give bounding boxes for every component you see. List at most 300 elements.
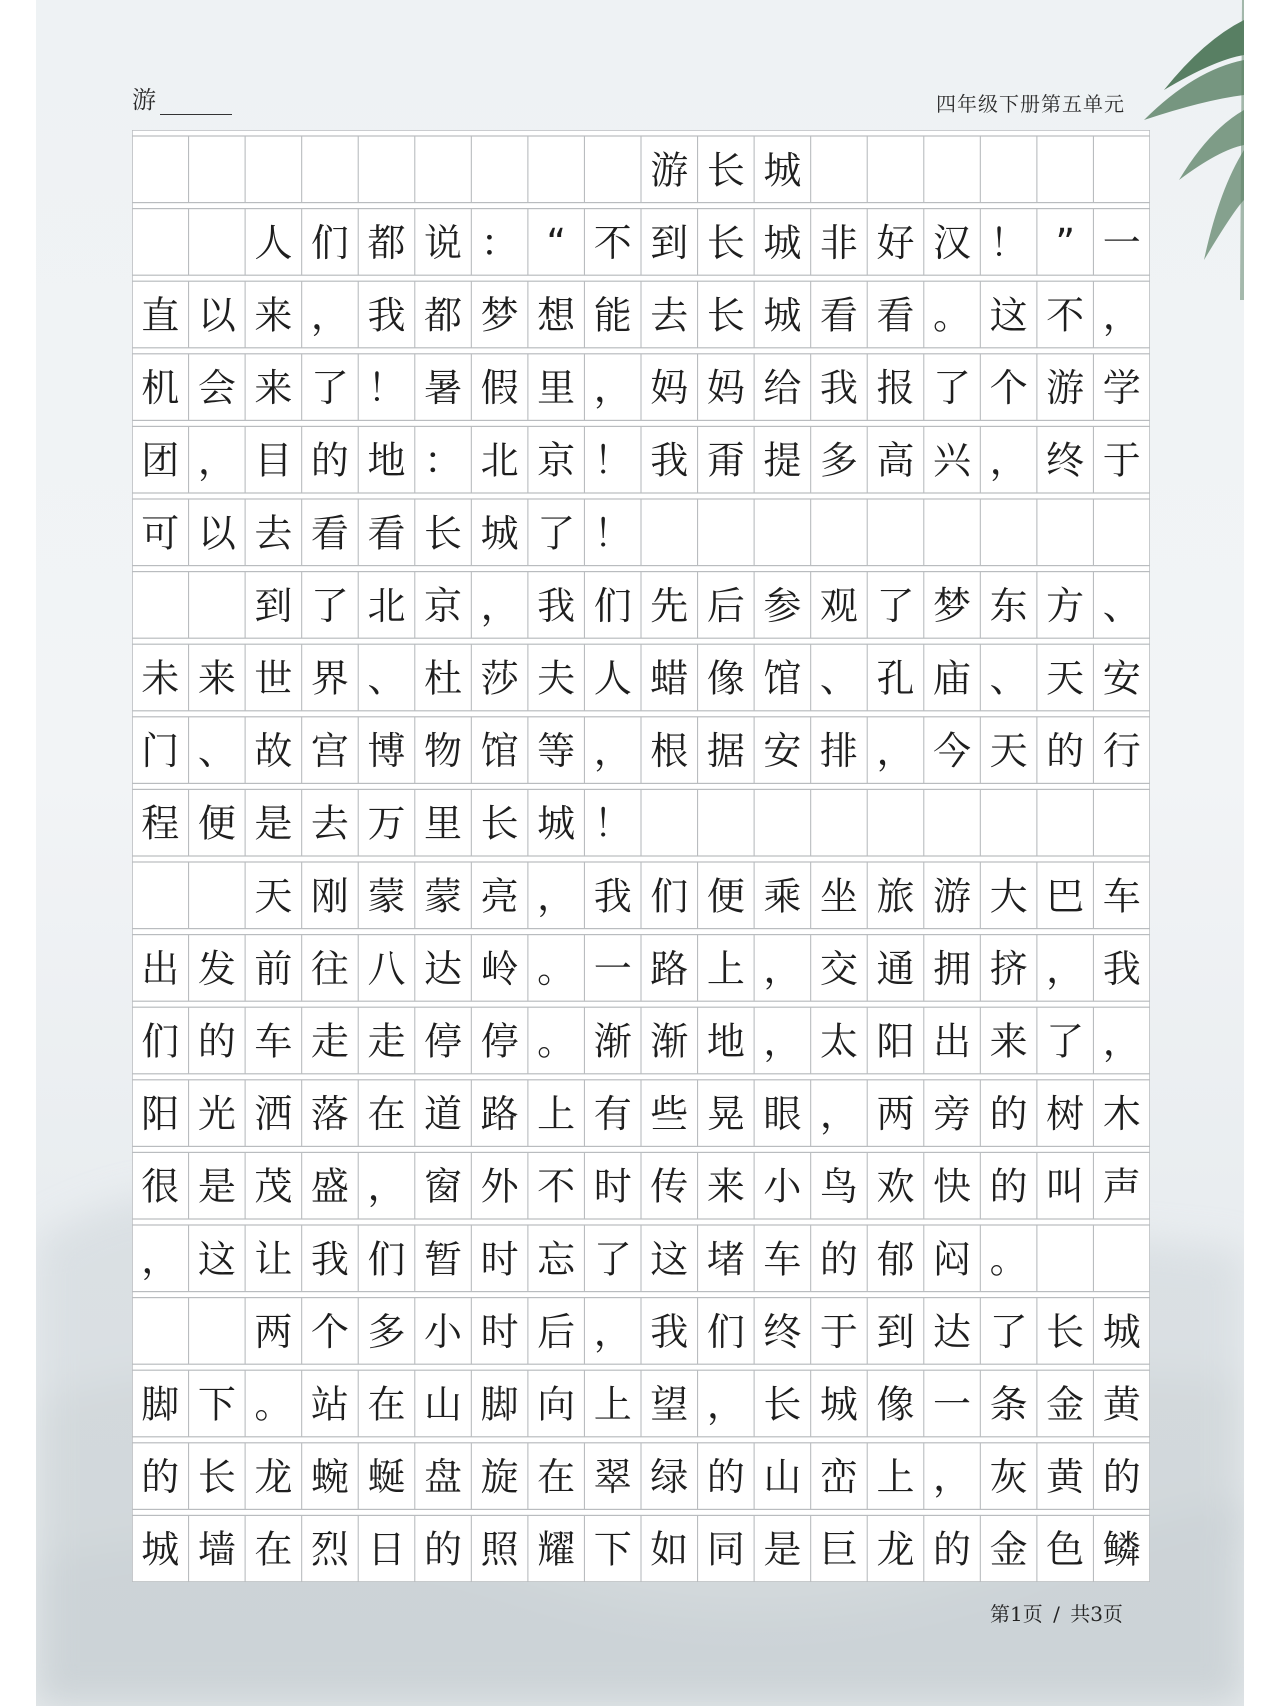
grid-character: 窗 <box>424 1164 463 1209</box>
grid-character: ， <box>1102 293 1141 338</box>
grid-character: 往 <box>310 946 349 991</box>
grid-character: 茂 <box>254 1164 293 1209</box>
grid-character: 像 <box>706 656 745 701</box>
grid-character: 长 <box>706 293 745 338</box>
grid-character: 个 <box>989 366 1028 411</box>
grid-character: ， <box>310 293 349 338</box>
grid-character: 些 <box>650 1092 689 1137</box>
grid-character: 车 <box>1102 874 1141 919</box>
grid-character: 外 <box>480 1164 519 1209</box>
grid-character: 根 <box>650 729 689 774</box>
grid-character: 我 <box>650 1309 689 1354</box>
grid-character: 天 <box>254 874 293 919</box>
grid-character: 坐 <box>819 874 858 919</box>
grid-character: 城 <box>1102 1309 1141 1354</box>
grid-character: 来 <box>706 1164 745 1209</box>
grid-character: 阳 <box>141 1092 180 1137</box>
grid-character: 馆 <box>480 729 519 774</box>
grid-character: 盛 <box>310 1164 349 1209</box>
grid-character: 鳞 <box>1102 1527 1141 1572</box>
grid-character: 终 <box>763 1309 802 1354</box>
grid-character: 给 <box>763 366 802 411</box>
grid-character: 脚 <box>141 1382 180 1427</box>
grid-character: 汉 <box>933 220 972 265</box>
grid-character: 望 <box>650 1382 689 1427</box>
grid-character: 下 <box>593 1527 632 1572</box>
grid-character: 团 <box>141 438 180 483</box>
grid-character: 是 <box>254 801 293 846</box>
grid-character: ， <box>706 1382 745 1427</box>
grid-character: 蜒 <box>367 1455 406 1500</box>
grid-character: 路 <box>480 1092 519 1137</box>
grid-character: 。 <box>254 1382 293 1427</box>
grid-character: ， <box>933 1455 972 1500</box>
grid-character: ， <box>876 729 915 774</box>
grid-character: 到 <box>876 1309 915 1354</box>
grid-character: 非 <box>819 220 858 265</box>
grid-character: 先 <box>650 583 689 628</box>
grid-character: 在 <box>367 1092 406 1137</box>
grid-character: 渐 <box>593 1019 632 1064</box>
grid-character: 地 <box>367 438 406 483</box>
grid-character: 宫 <box>310 729 349 774</box>
grid-character: 看 <box>819 293 858 338</box>
grid-character: 山 <box>763 1455 802 1500</box>
grid-character: 高 <box>876 438 915 483</box>
grid-character: 的 <box>1046 729 1085 774</box>
grid-character: 刚 <box>310 874 349 919</box>
grid-character: 同 <box>706 1527 745 1572</box>
grid-character: ， <box>989 438 1028 483</box>
grid-character: ， <box>593 729 632 774</box>
grid-character: 故 <box>254 729 293 774</box>
grid-character: 这 <box>989 293 1028 338</box>
grid-character: 小 <box>424 1309 463 1354</box>
grid-character: 达 <box>424 946 463 991</box>
grid-character: 会 <box>197 366 236 411</box>
grid-character: 如 <box>650 1527 689 1572</box>
grid-character: 忘 <box>537 1237 576 1282</box>
grid-character: 说 <box>424 220 463 265</box>
grid-character: 游 <box>1046 366 1085 411</box>
grid-character: 。 <box>933 293 972 338</box>
grid-character: 一 <box>1102 220 1141 265</box>
grid-character: 大 <box>989 874 1028 919</box>
grid-character: 。 <box>537 1019 576 1064</box>
grid-character: 目 <box>254 438 293 483</box>
grid-character: 们 <box>593 583 632 628</box>
grid-character: 学 <box>1102 366 1141 411</box>
grid-character: 盘 <box>424 1455 463 1500</box>
grid-character: 城 <box>763 220 802 265</box>
grid-character: 能 <box>593 293 632 338</box>
grid-character: 声 <box>1102 1164 1141 1209</box>
grid-character: 不 <box>593 220 632 265</box>
grid-character: 来 <box>197 656 236 701</box>
grid-character: 程 <box>141 801 180 846</box>
grid-character: ， <box>763 1019 802 1064</box>
grid-character: 灰 <box>989 1455 1028 1500</box>
grid-character: 车 <box>254 1019 293 1064</box>
grid-character: 我 <box>650 438 689 483</box>
grid-character: 长 <box>424 511 463 556</box>
grid-character: 旁 <box>933 1092 972 1137</box>
grid-character: 了 <box>933 366 972 411</box>
grid-character: ， <box>1102 1019 1141 1064</box>
grid-character: 岭 <box>480 946 519 991</box>
grid-character: 八 <box>367 946 406 991</box>
grid-character: 下 <box>197 1382 236 1427</box>
grid-character: 木 <box>1102 1092 1141 1137</box>
grid-character: 路 <box>650 946 689 991</box>
grid-character: 在 <box>367 1382 406 1427</box>
grid-character: 叫 <box>1046 1164 1085 1209</box>
grid-character: 们 <box>706 1309 745 1354</box>
grid-character: 想 <box>537 293 576 338</box>
grid-character: ， <box>537 874 576 919</box>
grid-character: 排 <box>819 729 858 774</box>
grid-character: 们 <box>650 874 689 919</box>
grid-character: 这 <box>197 1237 236 1282</box>
grid-character: 蜿 <box>310 1455 349 1500</box>
grid-character: 我 <box>593 874 632 919</box>
grid-character: 于 <box>1102 438 1141 483</box>
grid-character: 长 <box>197 1455 236 1500</box>
grid-character: 了 <box>1046 1019 1085 1064</box>
grid-character: 的 <box>1102 1455 1141 1500</box>
grid-character: 们 <box>367 1237 406 1282</box>
grid-character: 长 <box>1046 1309 1085 1354</box>
grid-character: 是 <box>197 1164 236 1209</box>
grid-character: 蒙 <box>367 874 406 919</box>
grid-character: ， <box>197 438 236 483</box>
grid-character: 向 <box>537 1382 576 1427</box>
grid-character: 到 <box>650 220 689 265</box>
grid-character: 便 <box>706 874 745 919</box>
grid-character: 这 <box>650 1237 689 1282</box>
grid-character: 了 <box>989 1309 1028 1354</box>
grid-character: 翠 <box>593 1455 632 1500</box>
grid-character: 兴 <box>933 438 972 483</box>
grid-character: 城 <box>480 511 519 556</box>
grid-character: 们 <box>141 1019 180 1064</box>
grid-character: 天 <box>989 729 1028 774</box>
grid-character: 条 <box>989 1382 1028 1427</box>
grid-character: 金 <box>989 1527 1028 1572</box>
grid-character: 馆 <box>763 656 802 701</box>
grid-character: 的 <box>197 1019 236 1064</box>
grid-character: 方 <box>1046 583 1085 628</box>
grid-character: 便 <box>197 801 236 846</box>
grid-character: 、 <box>367 656 406 701</box>
grid-character: 我 <box>367 293 406 338</box>
name-blank-line <box>160 92 232 115</box>
grid-character: 终 <box>1046 438 1085 483</box>
grid-character: 安 <box>1102 656 1141 701</box>
grid-character: 了 <box>310 583 349 628</box>
grid-character: 很 <box>141 1164 180 1209</box>
grid-character: 都 <box>367 220 406 265</box>
grid-character: 黄 <box>1046 1455 1085 1500</box>
grid-character: 是 <box>763 1527 802 1572</box>
grid-character: 上 <box>706 946 745 991</box>
grid-character: 光 <box>197 1092 236 1137</box>
grid-character: 鸟 <box>819 1164 858 1209</box>
grid-character: 我 <box>310 1237 349 1282</box>
grid-character: 看 <box>310 511 349 556</box>
grid-character: ！ <box>593 801 632 846</box>
grid-character: 庙 <box>933 656 972 701</box>
grid-character: 于 <box>819 1309 858 1354</box>
grid-character: 以 <box>197 293 236 338</box>
grid-character: 亮 <box>480 874 519 919</box>
grid-character: 一 <box>933 1382 972 1427</box>
grid-character: 旋 <box>480 1455 519 1500</box>
grid-character: 通 <box>876 946 915 991</box>
grid-character: ， <box>593 366 632 411</box>
grid-character: 的 <box>141 1455 180 1500</box>
grid-character: 长 <box>706 220 745 265</box>
grid-character: 传 <box>650 1164 689 1209</box>
grid-character: 观 <box>819 583 858 628</box>
grid-character: 的 <box>989 1164 1028 1209</box>
grid-character: 不 <box>1046 293 1085 338</box>
grid-character: 长 <box>763 1382 802 1427</box>
grid-character: 蜡 <box>650 656 689 701</box>
grid-character: 阳 <box>876 1019 915 1064</box>
grid-character: ， <box>593 1309 632 1354</box>
grid-character: 日 <box>367 1527 406 1572</box>
grid-character: 后 <box>706 583 745 628</box>
grid-character: ， <box>367 1164 406 1209</box>
grid-character: ： <box>424 438 463 483</box>
grid-character: 莎 <box>480 656 519 701</box>
grid-character: 、 <box>1102 583 1141 628</box>
grid-character: 眼 <box>763 1092 802 1137</box>
grid-character: 参 <box>763 583 802 628</box>
grid-character: 长 <box>480 801 519 846</box>
grid-character: 去 <box>254 511 293 556</box>
grid-character: 的 <box>819 1237 858 1282</box>
grid-character: 蒙 <box>424 874 463 919</box>
grid-character: 色 <box>1046 1527 1085 1572</box>
grid-character: 前 <box>254 946 293 991</box>
grid-character: 游 <box>933 874 972 919</box>
grid-character: 达 <box>933 1309 972 1354</box>
grid-character: 了 <box>310 366 349 411</box>
grid-character: 墙 <box>197 1527 236 1572</box>
grid-character: 门 <box>141 729 180 774</box>
grid-character: 的 <box>424 1527 463 1572</box>
grid-character: 长 <box>706 148 745 193</box>
grid-character: 发 <box>197 946 236 991</box>
grid-character: 直 <box>141 293 180 338</box>
grid-character: 个 <box>310 1309 349 1354</box>
grid-character: 后 <box>537 1309 576 1354</box>
grid-character: 。 <box>989 1237 1028 1282</box>
grid-character: 洒 <box>254 1092 293 1137</box>
grid-character: ： <box>480 220 519 265</box>
grid-character: 人 <box>593 656 632 701</box>
grid-character: 耀 <box>537 1527 576 1572</box>
grid-character: 乘 <box>763 874 802 919</box>
grid-character: 堵 <box>706 1237 745 1282</box>
grid-character: 出 <box>141 946 180 991</box>
grid-character: 峦 <box>819 1455 858 1500</box>
grid-character: 天 <box>1046 656 1085 701</box>
grid-character: 巴 <box>1046 874 1085 919</box>
grid-character: 暂 <box>424 1237 463 1282</box>
grid-character: 看 <box>876 293 915 338</box>
grid-character: 走 <box>367 1019 406 1064</box>
page-footer <box>990 1598 1127 1627</box>
grid-character: 在 <box>537 1455 576 1500</box>
grid-character: 绿 <box>650 1455 689 1500</box>
grid-character: 据 <box>706 729 745 774</box>
grid-character: 机 <box>141 366 180 411</box>
grid-character: 出 <box>933 1019 972 1064</box>
grid-character: ！ <box>367 366 406 411</box>
grid-character: 夫 <box>537 656 576 701</box>
grid-character: 、 <box>819 656 858 701</box>
grid-character: 黄 <box>1102 1382 1141 1427</box>
grid-character: 来 <box>989 1019 1028 1064</box>
grid-character: 城 <box>141 1527 180 1572</box>
header-left-text: 游 <box>132 86 156 114</box>
grid-character: 落 <box>310 1092 349 1137</box>
page-total: 共3页 <box>1070 1602 1123 1626</box>
grid-character: 、 <box>989 656 1028 701</box>
grid-character: 在 <box>254 1527 293 1572</box>
grid-character: 万 <box>367 801 406 846</box>
grid-character: 了 <box>593 1237 632 1282</box>
grid-character: 时 <box>480 1237 519 1282</box>
grid-character: 梦 <box>933 583 972 628</box>
grid-character: 东 <box>989 583 1028 628</box>
grid-character: 我 <box>1102 946 1141 991</box>
grid-character: 两 <box>876 1092 915 1137</box>
grid-character: 道 <box>424 1092 463 1137</box>
grid-character: 孔 <box>876 656 915 701</box>
grid-character: 太 <box>819 1019 858 1064</box>
grid-character: 今 <box>933 729 972 774</box>
grid-character: 不 <box>537 1164 576 1209</box>
writing-grid <box>132 130 1150 1582</box>
grid-character: 京 <box>537 438 576 483</box>
grid-character: 城 <box>537 801 576 846</box>
grid-character: 妈 <box>650 366 689 411</box>
grid-character: 多 <box>819 438 858 483</box>
grid-character: 让 <box>254 1237 293 1282</box>
grid-character: ！ <box>593 438 632 483</box>
grid-character: 郁 <box>876 1237 915 1282</box>
grid-character: 渐 <box>650 1019 689 1064</box>
grid-character: 晃 <box>706 1092 745 1137</box>
grid-character: 闷 <box>933 1237 972 1282</box>
grid-character: 假 <box>480 366 519 411</box>
grid-character: “ <box>546 220 567 265</box>
grid-character: 走 <box>310 1019 349 1064</box>
grid-character: 挤 <box>989 946 1028 991</box>
grid-character: 时 <box>480 1309 519 1354</box>
grid-character: 去 <box>310 801 349 846</box>
grid-character: 京 <box>424 583 463 628</box>
grid-character: ！ <box>989 220 1028 265</box>
grid-character: 巨 <box>819 1527 858 1572</box>
grid-character: 以 <box>197 511 236 556</box>
grid-character: 杜 <box>424 656 463 701</box>
grid-character: 车 <box>763 1237 802 1282</box>
grid-character: 行 <box>1102 729 1141 774</box>
grid-character: 、 <box>197 729 236 774</box>
grid-character: 烈 <box>310 1527 349 1572</box>
grid-character: 可 <box>141 511 180 556</box>
grid-character: 龙 <box>254 1455 293 1500</box>
grid-character: 城 <box>763 293 802 338</box>
page-number: 第1页 <box>990 1602 1043 1626</box>
grid-character: ” <box>1055 220 1076 265</box>
grid-character: 暑 <box>424 366 463 411</box>
grid-character: 照 <box>480 1527 519 1572</box>
grid-character: 站 <box>310 1382 349 1427</box>
grid-character: 了 <box>876 583 915 628</box>
grid-character: 城 <box>763 148 802 193</box>
grid-character: 我 <box>537 583 576 628</box>
grid-character: 未 <box>141 656 180 701</box>
grid-character: ！ <box>593 511 632 556</box>
grid-character: 上 <box>876 1455 915 1500</box>
grid-character: 上 <box>593 1382 632 1427</box>
grid-character: 上 <box>537 1092 576 1137</box>
grid-character: 到 <box>254 583 293 628</box>
grid-character: 时 <box>593 1164 632 1209</box>
grid-character: ， <box>763 946 802 991</box>
grid-character: 一 <box>593 946 632 991</box>
grid-character: 博 <box>367 729 406 774</box>
grid-character: 交 <box>819 946 858 991</box>
grid-character: ， <box>480 583 519 628</box>
grid-character: 树 <box>1046 1092 1085 1137</box>
grid-character: 的 <box>310 438 349 483</box>
grid-character: 好 <box>876 220 915 265</box>
grid-character: ， <box>1046 946 1085 991</box>
grid-character: 报 <box>876 366 915 411</box>
grid-character: 看 <box>367 511 406 556</box>
page-separator: / <box>1053 1602 1060 1626</box>
unit-label: 四年级下册第五单元 <box>936 92 1125 116</box>
grid-character: 的 <box>933 1527 972 1572</box>
grid-character: 了 <box>537 511 576 556</box>
grid-character: 来 <box>254 293 293 338</box>
grid-character: ， <box>819 1092 858 1137</box>
grid-character: 游 <box>650 148 689 193</box>
grid-character: 北 <box>367 583 406 628</box>
grid-character: 去 <box>650 293 689 338</box>
grid-character: 龙 <box>876 1527 915 1572</box>
grid-character: 地 <box>706 1019 745 1064</box>
grid-character: 城 <box>819 1382 858 1427</box>
grid-character: 人 <box>254 220 293 265</box>
grid-character: 等 <box>537 729 576 774</box>
grid-character: 。 <box>537 946 576 991</box>
grid-character: 山 <box>424 1382 463 1427</box>
grid-character: 来 <box>254 366 293 411</box>
grid-character: 多 <box>367 1309 406 1354</box>
grid-character: 两 <box>254 1309 293 1354</box>
grid-character: 提 <box>763 438 802 483</box>
grid-character: 脚 <box>480 1382 519 1427</box>
grid-character: 妈 <box>706 366 745 411</box>
